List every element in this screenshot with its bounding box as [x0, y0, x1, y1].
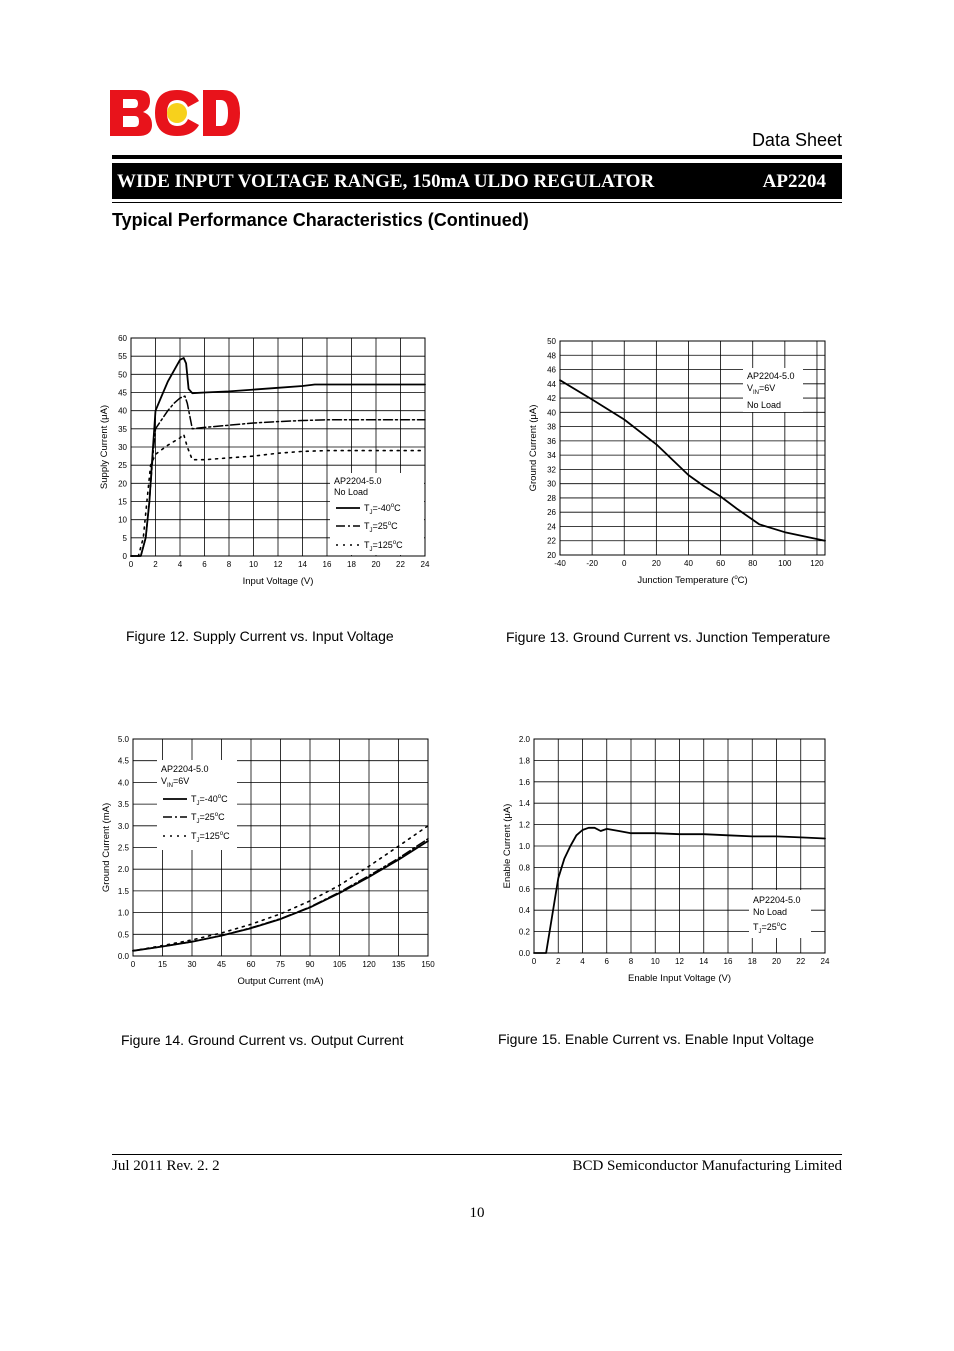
y-tick-label: 0.0: [518, 949, 530, 958]
y-tick-label: 4.0: [117, 778, 129, 788]
label-part: =-40: [199, 794, 218, 804]
x-tick-label: 6: [604, 957, 609, 966]
x-tick-label: 60: [716, 559, 726, 568]
y-tick-label: 1.2: [518, 820, 530, 830]
y-tick-label: 34: [547, 451, 556, 461]
y-tick-label: 1.0: [518, 842, 530, 851]
label-part: =6V: [759, 383, 776, 393]
x-tick-label: 2: [153, 560, 158, 569]
document-title: WIDE INPUT VOLTAGE RANGE, 150mA ULDO REGULATOR: [117, 171, 655, 192]
footer-date-revision: Jul 2011 Rev. 2. 2: [112, 1158, 220, 1174]
bcd-logo: [108, 88, 242, 138]
y-tick-label: 24: [547, 522, 556, 532]
label-part: T: [364, 540, 370, 550]
label-part: =125: [372, 540, 393, 550]
y-tick-label: 46: [547, 365, 556, 375]
x-tick-label: 90: [305, 960, 315, 969]
legend-header-line: AP2204-5.0: [747, 371, 795, 381]
x-tick-label: 135: [391, 960, 406, 969]
label-part: V: [161, 776, 168, 786]
figure-14-chart: [90, 728, 450, 993]
footer-company: BCD Semiconductor Manufacturing Limited: [572, 1158, 842, 1174]
data-sheet-label: Data Sheet: [751, 130, 842, 150]
subscript: J: [758, 929, 762, 935]
label-part: A): [502, 803, 513, 814]
label-part: Junction Temperature (: [637, 575, 735, 586]
y-tick-label: 0.0: [117, 952, 129, 961]
label-part: =6V: [173, 776, 190, 786]
label-part: V: [747, 383, 754, 393]
superscript: o: [390, 503, 395, 509]
label-part: C: [221, 794, 228, 804]
x-tick-label: 120: [810, 559, 824, 568]
legend-header-line: No Load: [753, 907, 788, 917]
y-axis-label: [528, 405, 539, 492]
x-tick-label: 22: [396, 560, 405, 569]
legend-header-line: AP2204-5.0: [161, 764, 209, 774]
x-tick-label: 14: [298, 560, 307, 569]
y-tick-label: 45: [118, 388, 127, 398]
y-tick-label: 20: [118, 479, 127, 489]
x-tick-label: 20: [371, 560, 381, 569]
label-part: =-40: [372, 503, 391, 513]
title-bar: [112, 163, 842, 199]
x-tick-label: 22: [796, 957, 806, 966]
y-tick-label: 1.6: [518, 777, 530, 787]
y-tick-label: 40: [547, 408, 556, 418]
logo-sun-circle: [167, 103, 187, 123]
label-part: A): [528, 404, 539, 415]
logo-letter-c: [155, 90, 199, 136]
x-tick-label: 12: [273, 560, 283, 569]
label-part: Enable Current (: [502, 818, 513, 889]
x-tick-label: 150: [421, 960, 435, 969]
label-part: μ: [99, 414, 110, 420]
subscript: IN: [167, 783, 174, 789]
y-tick-label: 20: [547, 551, 556, 560]
y-tick-label: 35: [118, 424, 127, 434]
label-part: =25: [199, 812, 215, 822]
x-axis-label: Enable Input Voltage (V): [628, 973, 731, 984]
y-tick-label: 1.8: [518, 756, 530, 766]
x-tick-label: 45: [217, 960, 226, 969]
x-tick-label: 30: [187, 960, 197, 969]
x-tick-label: 18: [347, 560, 356, 569]
subscript: IN: [753, 390, 760, 396]
y-tick-label: 0: [122, 552, 127, 561]
footer-rule: [112, 1154, 842, 1155]
x-tick-label: -40: [554, 559, 566, 568]
x-tick-label: 6: [202, 560, 207, 569]
x-axis-label: [637, 575, 747, 586]
y-axis-label: [99, 405, 110, 489]
x-tick-label: 10: [249, 560, 258, 569]
y-tick-label: 1.0: [117, 908, 129, 918]
part-number: AP2204: [762, 171, 826, 192]
superscript: o: [214, 812, 219, 818]
label-part: A): [99, 404, 110, 415]
page-number: 10: [469, 1205, 485, 1221]
label-part: C: [780, 922, 787, 932]
y-tick-label: 5: [122, 533, 127, 543]
y-tick-label: 44: [547, 379, 556, 389]
figure-12-caption: Figure 12. Supply Current vs. Input Voltage: [126, 628, 394, 644]
y-tick-label: 2.0: [518, 735, 530, 744]
logo-letter-d: [203, 90, 240, 136]
y-tick-label: 0.6: [518, 884, 530, 894]
title-underline: [112, 202, 842, 203]
label-part: T: [364, 521, 370, 531]
figure-12-chart: [90, 325, 450, 595]
legend-header-line: No Load: [334, 487, 369, 497]
subscript: J: [196, 801, 200, 807]
x-tick-label: 60: [246, 960, 256, 969]
subscript: J: [196, 838, 200, 844]
y-tick-label: 5.0: [117, 735, 129, 744]
legend-header-line: AP2204-5.0: [334, 476, 382, 486]
x-tick-label: 8: [628, 957, 634, 966]
y-tick-label: 15: [118, 497, 127, 507]
label-part: C: [391, 521, 398, 531]
section-heading: Typical Performance Characteristics (Continued): [112, 210, 529, 230]
y-tick-label: 2.5: [117, 843, 129, 853]
x-axis-label: Input Voltage (V): [242, 576, 314, 587]
x-tick-label: 0: [130, 960, 136, 969]
y-tick-label: 25: [118, 461, 127, 471]
x-tick-label: 20: [651, 559, 661, 568]
x-tick-label: 120: [362, 960, 376, 969]
y-tick-label: 10: [118, 515, 127, 525]
label-part: =25: [761, 922, 777, 932]
label-part: C: [394, 503, 401, 513]
label-part: C: [218, 812, 225, 822]
figure-13-chart: [515, 330, 845, 595]
x-tick-label: 80: [748, 559, 758, 568]
label-part: T: [191, 812, 197, 822]
y-tick-label: 48: [547, 351, 556, 361]
y-tick-label: 42: [547, 394, 556, 404]
label-part: C: [396, 540, 403, 550]
x-tick-label: 105: [332, 960, 347, 969]
y-tick-label: 40: [118, 406, 127, 416]
x-tick-label: -20: [586, 559, 598, 568]
label-part: =125: [199, 831, 220, 841]
y-tick-label: 0.2: [518, 927, 530, 937]
superscript: o: [734, 575, 738, 581]
x-tick-label: 8: [226, 560, 232, 569]
y-tick-label: 1.4: [518, 799, 530, 809]
superscript: o: [387, 521, 392, 527]
label-part: Ground Current (: [528, 419, 539, 492]
label-part: μ: [502, 813, 513, 819]
y-tick-label: 55: [118, 352, 127, 362]
x-tick-label: 0: [622, 559, 627, 568]
x-axis-label: Output Current (mA): [237, 976, 324, 987]
y-tick-label: 32: [547, 465, 556, 475]
y-tick-label: 36: [547, 436, 556, 446]
label-part: μ: [528, 414, 539, 420]
x-tick-label: 100: [778, 559, 792, 568]
x-tick-label: 2: [556, 957, 561, 966]
subscript: J: [369, 510, 373, 516]
y-tick-label: 30: [118, 443, 127, 452]
y-axis-label: Ground Current (mA): [101, 802, 112, 893]
subscript: J: [369, 547, 373, 553]
x-tick-label: 24: [820, 957, 830, 966]
x-tick-label: 40: [684, 559, 693, 568]
x-tick-label: 16: [723, 957, 733, 966]
figure-14-caption: Figure 14. Ground Current vs. Output Current: [121, 1032, 404, 1048]
x-tick-label: 12: [675, 957, 684, 966]
y-tick-label: 50: [118, 370, 127, 380]
subscript: J: [369, 528, 373, 534]
header-rule: [112, 155, 842, 159]
label-part: T: [364, 503, 370, 513]
label-part: Supply Current (: [99, 419, 110, 490]
legend-header-line: AP2204-5.0: [753, 895, 801, 905]
figure-13-caption: Figure 13. Ground Current vs. Junction Temperature: [506, 629, 831, 645]
x-tick-label: 0: [128, 560, 134, 569]
label-part: T: [191, 831, 197, 841]
y-tick-label: 26: [547, 508, 556, 518]
x-tick-label: 16: [322, 560, 332, 569]
label-part: C): [737, 575, 748, 586]
x-tick-label: 14: [699, 957, 709, 966]
x-tick-label: 24: [420, 560, 430, 569]
y-tick-label: 28: [547, 493, 556, 503]
y-tick-label: 22: [547, 536, 556, 546]
y-tick-label: 0.4: [518, 906, 530, 916]
x-tick-label: 18: [747, 957, 757, 966]
x-tick-label: 20: [772, 957, 781, 966]
y-tick-label: 3.0: [117, 821, 129, 831]
logo-letter-b: [110, 90, 152, 136]
y-tick-label: 60: [118, 334, 127, 343]
y-tick-label: 4.5: [117, 756, 129, 766]
x-tick-label: 4: [177, 560, 183, 569]
superscript: o: [392, 540, 397, 546]
y-tick-label: 30: [547, 479, 556, 489]
subscript: J: [196, 819, 200, 825]
superscript: o: [219, 831, 224, 837]
superscript: o: [217, 794, 222, 800]
y-tick-label: 1.5: [117, 886, 129, 896]
legend-header-line: No Load: [747, 400, 782, 410]
label-part: =25: [372, 521, 388, 531]
y-tick-label: 38: [547, 422, 556, 432]
x-tick-label: 10: [650, 957, 660, 966]
label-part: T: [191, 794, 197, 804]
figure-15-chart: [490, 728, 845, 993]
y-tick-label: 0.5: [117, 930, 129, 940]
y-tick-label: 50: [547, 337, 556, 346]
y-axis-label: [502, 804, 513, 889]
superscript: o: [776, 922, 781, 928]
x-tick-label: 15: [158, 960, 167, 969]
label-part: C: [223, 831, 230, 841]
x-tick-label: 75: [276, 960, 285, 969]
y-tick-label: 0.8: [518, 863, 530, 873]
x-tick-label: 0: [531, 957, 537, 966]
y-tick-label: 3.5: [117, 800, 129, 810]
label-part: T: [753, 922, 759, 932]
x-tick-label: 4: [580, 957, 585, 966]
y-tick-label: 2.0: [117, 865, 129, 875]
figure-15-caption: Figure 15. Enable Current vs. Enable Input Voltage: [498, 1031, 814, 1047]
